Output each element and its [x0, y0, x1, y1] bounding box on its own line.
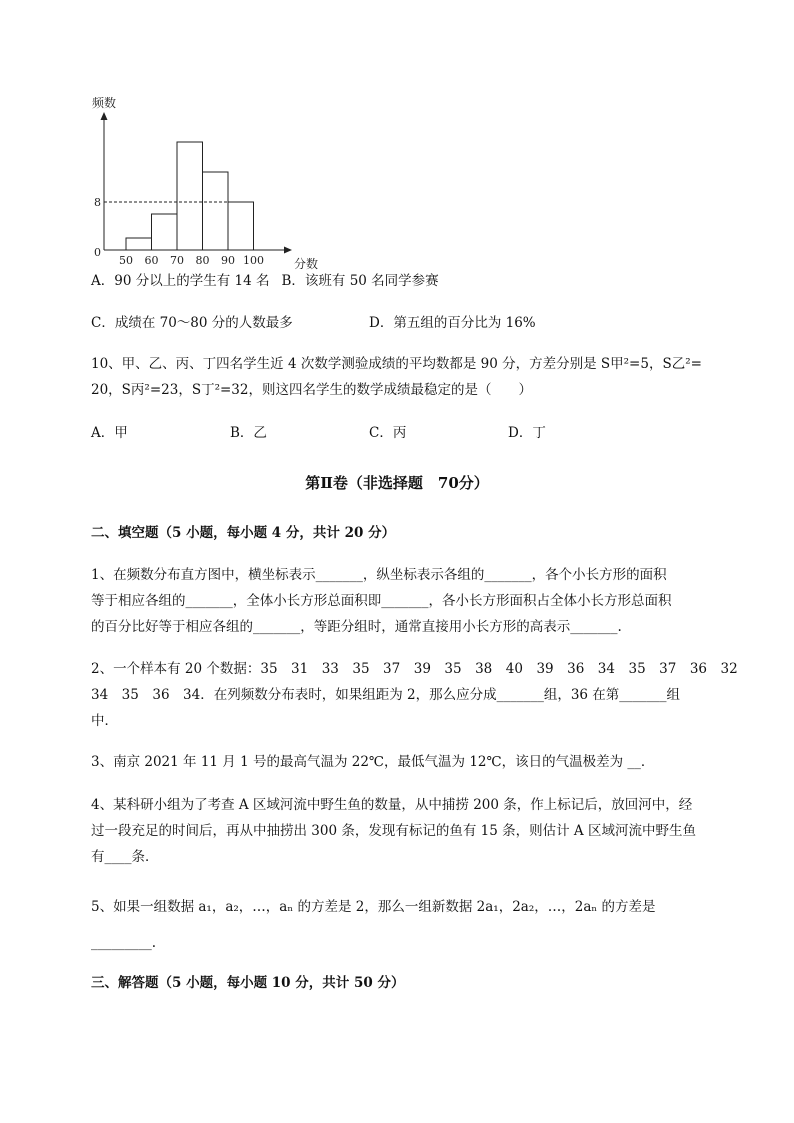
- fill-q5-line2: _________.: [91, 935, 157, 951]
- x-axis-label: 分数: [294, 257, 319, 271]
- histogram-bar: [228, 202, 254, 250]
- section3-heading: 三、解答题（5 小题，每小题 10 分，共计 50 分）: [91, 975, 405, 991]
- histogram-chart: [80, 90, 320, 275]
- q10-option-d: D．丁: [508, 425, 546, 441]
- q10-option-a: A．甲: [91, 425, 128, 441]
- histogram-bar: [177, 142, 203, 250]
- x-axis-arrow: [284, 247, 292, 254]
- part2-title: 第Ⅱ卷（非选择题 70分）: [305, 474, 489, 492]
- q9-option-d: D．第五组的百分比为 16%: [369, 315, 536, 331]
- x-tick-label: 50: [119, 254, 133, 267]
- fill-q4-line1: 4、某科研小组为了考查 A 区域河流中野生鱼的数量，从中捕捞 200 条，作上标记后，放回河中，经: [91, 797, 693, 813]
- fill-q1-line2: 等于相应各组的_______，全体小长方形总面积即_______，各小长方形面积占全体小长方形总面积: [91, 593, 672, 609]
- q10-stem-line2: 20，S丙²=23，S丁²=32，则这四名学生的数学成绩最稳定的是（ ）: [91, 382, 532, 398]
- fill-q4-line3: 有____条．: [91, 849, 159, 865]
- histogram-bar: [152, 214, 178, 250]
- fill-q3: 3、南京 2021 年 11 月 1 号的最高气温为 22℃，最低气温为 12℃，该日的气温极差为 __．: [91, 754, 655, 770]
- q9-option-c: C．成绩在 70～80 分的人数最多: [91, 315, 293, 331]
- histogram-bar: [203, 172, 229, 250]
- fill-q4-line2: 过一段充足的时间后，再从中抽捞出 300 条，发现有标记的鱼有 15 条，则估计 A 区域河流中野生鱼: [91, 823, 696, 839]
- y-tick-label: 0: [94, 246, 101, 259]
- y-tick-label: 8: [94, 196, 101, 209]
- x-tick-label: 60: [144, 254, 159, 267]
- x-tick-label: 100: [243, 254, 264, 267]
- fill-q2-line1: 2、一个样本有 20 个数据：35 31 33 35 37 39 35 38 40 39 36 34 35 37 36 32: [91, 661, 738, 677]
- fill-q1-line1: 1、在频数分布直方图中，横坐标表示_______，纵坐标表示各组的_______，各个小长方形的面积: [91, 567, 667, 583]
- q9-option-a: A．90 分以上的学生有 14 名: [91, 273, 270, 289]
- q9-option-b: B．该班有 50 名同学参赛: [281, 273, 439, 289]
- q9-options-row1: [91, 272, 439, 290]
- x-tick-label: 80: [195, 254, 210, 267]
- y-axis-arrow: [101, 112, 108, 120]
- x-tick-label: 90: [221, 254, 235, 267]
- fill-q5-line1: 5、如果一组数据 a₁，a₂，…，aₙ 的方差是 2，那么一组新数据 2a₁，2a₂，…，2aₙ 的方差是: [91, 899, 656, 915]
- q10-option-c: C．丙: [369, 425, 407, 441]
- q10-stem-line1: 10、甲、乙、丙、丁四名学生近 4 次数学测验成绩的平均数都是 90 分，方差分别是 S甲²=5，S乙²=: [91, 356, 702, 372]
- histogram-bar: [126, 238, 152, 250]
- x-tick-label: 70: [170, 254, 184, 267]
- fill-q2-line2: 34 35 36 34．在列频数分布表时，如果组距为 2，那么应分成_______组，36 在第_______组: [91, 687, 681, 703]
- section2-heading: 二、填空题（5 小题，每小题 4 分，共计 20 分）: [91, 525, 396, 541]
- fill-q1-line3: 的百分比好等于相应各组的_______，等距分组时，通常直接用小长方形的高表示_______.: [91, 619, 622, 635]
- fill-q2-line3: 中．: [91, 713, 118, 729]
- y-axis-label: 频数: [92, 96, 117, 110]
- q10-option-b: B．乙: [230, 425, 267, 441]
